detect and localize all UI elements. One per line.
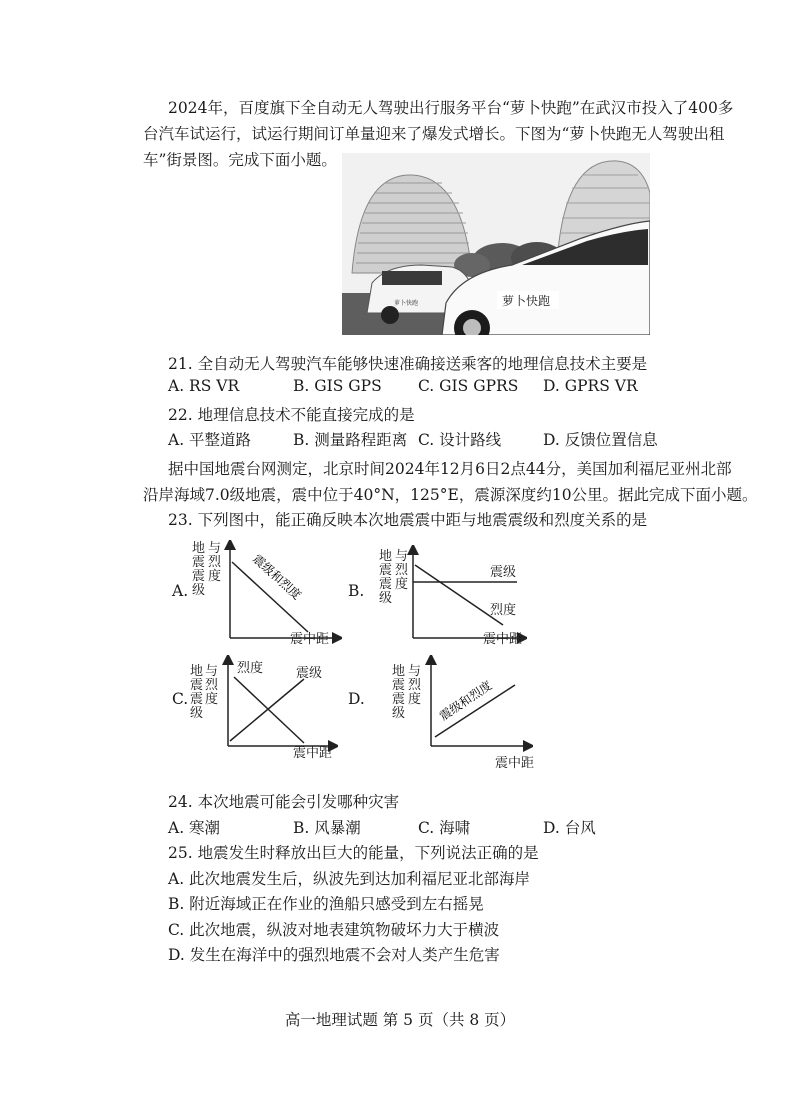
graph-a-label: A.	[172, 582, 189, 600]
graph-d-line-label: 震级和烈度	[436, 678, 495, 724]
graph-d-ylabel-1: 地震震级	[392, 664, 406, 721]
q22-option-c: C. 设计路线	[418, 431, 502, 449]
graph-c-ylabel-2: 与烈度	[205, 664, 219, 707]
intro-line-2: 台汽车试运行，试运行期间订单量迎来了爆发式增长。下图为“萝卜快跑无人驾驶出租	[143, 125, 725, 143]
q24-option-a: A. 寒潮	[168, 819, 221, 837]
graph-b-intensity-label: 烈度	[490, 603, 517, 618]
graph-c-magnitude-label: 震级	[296, 666, 323, 681]
q22-option-a: A. 平整道路	[168, 431, 252, 449]
graph-d-ylabel-2: 与烈度	[408, 664, 422, 707]
graph-b-ylabel-1: 地震震级	[379, 549, 393, 606]
q21-stem: 21. 全自动无人驾驶汽车能够快速准确接送乘客的地理信息技术主要是	[168, 355, 648, 373]
q21-option-c: C. GIS GPRS	[418, 377, 519, 395]
q21-option-a: A. RS VR	[168, 377, 240, 395]
q24-option-c: C. 海啸	[418, 819, 471, 837]
q25-option-b: B. 附近海域正在作业的渔船只感受到左右摇晃	[168, 895, 484, 913]
graph-c-label: C.	[172, 690, 189, 708]
q24-stem: 24. 本次地震可能会引发哪种灾害	[168, 793, 400, 811]
q21-option-b: B. GIS GPS	[293, 377, 382, 395]
intro-line-3: 车”街景图。完成下面小题。	[143, 151, 337, 169]
graph-a-xlabel: 震中距	[290, 632, 330, 647]
graph-b-label: B.	[348, 582, 365, 600]
q22-option-d: D. 反馈位置信息	[543, 431, 658, 449]
q24-option-b: B. 风暴潮	[293, 819, 361, 837]
graph-c-intensity-label: 烈度	[237, 661, 264, 676]
car-logo-text: 萝卜快跑	[502, 294, 551, 308]
q24-option-d: D. 台风	[543, 819, 596, 837]
graph-b-ylabel-2: 与烈度	[395, 549, 409, 592]
q22-stem: 22. 地理信息技术不能直接完成的是	[168, 406, 415, 424]
graph-d	[423, 655, 533, 755]
graph-a-line-label: 震级和烈度	[249, 551, 304, 603]
graph-d-xlabel: 震中距	[495, 756, 535, 771]
photo-illustration	[342, 153, 650, 335]
page-footer: 高一地理试题 第 5 页（共 8 页）	[284, 1011, 516, 1029]
intro-line-1: 2024年，百度旗下全自动无人驾驶出行服务平台“萝卜快跑”在武汉市投入了400多	[168, 99, 734, 117]
q25-option-c: C. 此次地震，纵波对地表建筑物破坏力大于横波	[168, 921, 500, 939]
graph-b-magnitude-label: 震级	[490, 565, 517, 580]
back-car-logo-text: 萝卜快跑	[394, 300, 419, 307]
q25-stem: 25. 地震发生时释放出巨大的能量，下列说法正确的是	[168, 844, 539, 862]
q25-option-a: A. 此次地震发生后，纵波先到达加利福尼亚北部海岸	[168, 870, 531, 888]
graph-d-label: D.	[348, 690, 365, 708]
robotaxi-street-photo	[342, 153, 650, 335]
q21-option-d: D. GPRS VR	[543, 377, 638, 395]
q25-option-d: D. 发生在海洋中的强烈地震不会对人类产生危害	[168, 946, 500, 964]
graph-a-ylabel-2: 与烈度	[208, 541, 222, 584]
graph-a-ylabel-1: 地震震级	[192, 541, 206, 598]
graph-c-xlabel: 震中距	[293, 746, 333, 761]
graph-b-xlabel: 震中距	[483, 632, 523, 647]
quake-intro-line-2: 沿岸海域7.0级地震，震中位于40°N，125°E，震源深度约10公里。据此完成下面小题。	[143, 486, 758, 504]
q22-option-b: B. 测量路程距离	[293, 431, 408, 449]
quake-intro-line-1: 据中国地震台网测定，北京时间2024年12月6日2点44分，美国加利福尼亚州北部	[168, 460, 732, 478]
graph-c-ylabel-1: 地震震级	[190, 664, 204, 721]
q23-stem: 23. 下列图中，能正确反映本次地震震中距与地震震级和烈度关系的是	[168, 511, 648, 529]
